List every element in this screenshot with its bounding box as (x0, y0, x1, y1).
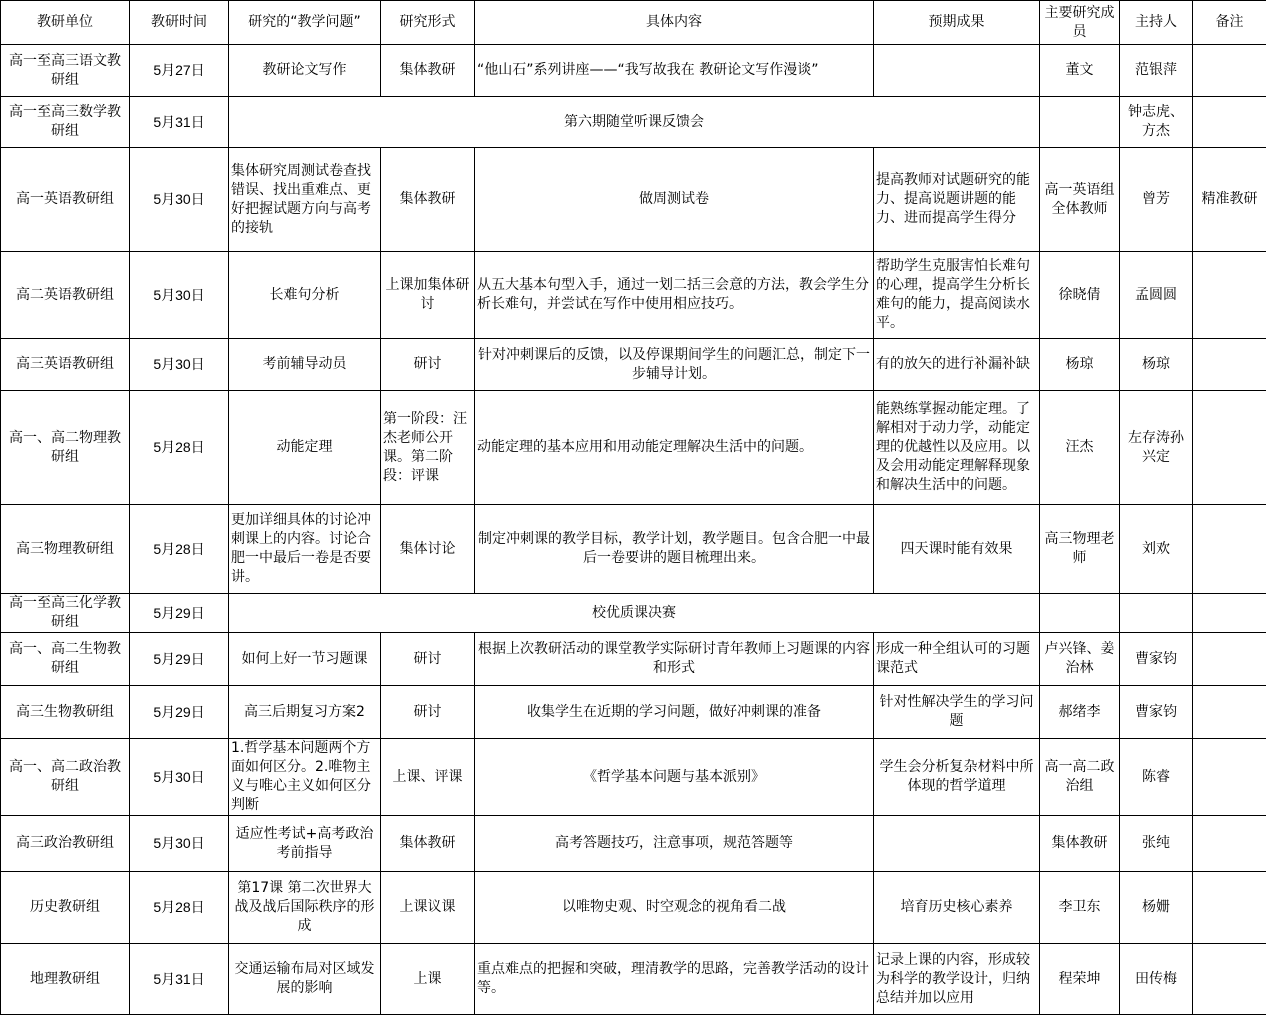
cell-problem: 集体研究周测试卷查找错误、找出重难点、更好把握试题方向与高考的接轨 (229, 148, 381, 252)
header-unit: 教研单位 (1, 1, 130, 45)
cell-form: 上课 (381, 944, 475, 1015)
cell-note (1193, 872, 1266, 944)
cell-members: 卢兴锋、姜治林 (1040, 633, 1120, 686)
cell-unit: 高一英语教研组 (1, 148, 130, 252)
cell-content: 制定冲刺课的教学目标，教学计划，教学题目。包含合肥一中最后一卷要讲的题目梳理出来。 (475, 505, 874, 594)
cell-form: 集体教研 (381, 816, 475, 872)
header-members: 主要研究成员 (1040, 1, 1120, 45)
cell-members: 高三物理老师 (1040, 505, 1120, 594)
cell-unit: 高一至高三化学教研组 (1, 594, 130, 633)
table-row (1, 872, 1266, 944)
cell-time: 5月29日 (130, 686, 229, 739)
header-note: 备注 (1193, 1, 1266, 45)
cell-time: 5月30日 (130, 816, 229, 872)
cell-time: 5月29日 (130, 594, 229, 633)
cell-unit: 地理教研组 (1, 944, 130, 1015)
table-row (1, 391, 1266, 505)
cell-outcome: 培育历史核心素养 (874, 872, 1040, 944)
cell-unit: 高三生物教研组 (1, 686, 130, 739)
cell-time: 5月28日 (130, 391, 229, 505)
cell-unit: 高一至高三语文教研组 (1, 45, 130, 97)
cell-host: 曹家钧 (1120, 633, 1193, 686)
header-outcome: 预期成果 (874, 1, 1040, 45)
cell-problem: 教研论文写作 (229, 45, 381, 97)
cell-content: 高考答题技巧，注意事项，规范答题等 (475, 816, 874, 872)
cell-content: 重点难点的把握和突破，理清教学的思路，完善教学活动的设计等。 (475, 944, 874, 1015)
table-row (1, 97, 1266, 148)
cell-outcome: 四天课时能有效果 (874, 505, 1040, 594)
cell-members: 高一英语组全体教师 (1040, 148, 1120, 252)
cell-host: 张纯 (1120, 816, 1193, 872)
cell-unit: 历史教研组 (1, 872, 130, 944)
cell-time: 5月30日 (130, 339, 229, 391)
cell-outcome: 记录上课的内容，形成较为科学的教学设计，归纳总结并加以应用 (874, 944, 1040, 1015)
cell-problem: 1.哲学基本问题两个方面如何区分。2.唯物主义与唯心主义如何区分判断 (229, 739, 381, 816)
cell-unit: 高一至高三数学教研组 (1, 97, 130, 148)
cell-unit: 高二英语教研组 (1, 252, 130, 339)
cell-note (1193, 391, 1266, 505)
table-row (1, 633, 1266, 686)
cell-outcome (874, 45, 1040, 97)
cell-members: 徐晓倩 (1040, 252, 1120, 339)
cell-note (1193, 816, 1266, 872)
cell-problem: 考前辅导动员 (229, 339, 381, 391)
cell-form: 上课议课 (381, 872, 475, 944)
cell-problem: 高三后期复习方案2 (229, 686, 381, 739)
header-form: 研究形式 (381, 1, 475, 45)
cell-note (1193, 505, 1266, 594)
cell-form: 集体讨论 (381, 505, 475, 594)
cell-members: 程荣坤 (1040, 944, 1120, 1015)
table-row (1, 505, 1266, 594)
cell-host: 刘欢 (1120, 505, 1193, 594)
cell-note (1193, 339, 1266, 391)
table-row (1, 944, 1266, 1015)
cell-time: 5月27日 (130, 45, 229, 97)
table-row (1, 686, 1266, 739)
cell-content: 从五大基本句型入手，通过一划二括三会意的方法，教会学生分析长难句，并尝试在写作中使用相应技巧。 (475, 252, 874, 339)
cell-content: 根据上次教研活动的课堂教学实际研讨青年教师上习题课的内容和形式 (475, 633, 874, 686)
cell-problem: 动能定理 (229, 391, 381, 505)
cell-time: 5月30日 (130, 148, 229, 252)
cell-form: 上课、评课 (381, 739, 475, 816)
cell-unit: 高一、高二政治教研组 (1, 739, 130, 816)
cell-host: 左存涛孙兴定 (1120, 391, 1193, 505)
header-host: 主持人 (1120, 1, 1193, 45)
cell-content: “他山石”系列讲座——“我写故我在 教研论文写作漫谈” (475, 45, 874, 97)
header-time: 教研时间 (130, 1, 229, 45)
cell-host: 田传梅 (1120, 944, 1193, 1015)
cell-unit: 高三英语教研组 (1, 339, 130, 391)
cell-note: 精准教研 (1193, 148, 1266, 252)
cell-host: 杨琼 (1120, 339, 1193, 391)
cell-time: 5月31日 (130, 944, 229, 1015)
cell-merged-content: 校优质课决赛 (229, 594, 1040, 633)
cell-members: 李卫东 (1040, 872, 1120, 944)
cell-note (1193, 45, 1266, 97)
cell-content: 以唯物史观、时空观念的视角看二战 (475, 872, 874, 944)
cell-host: 曾芳 (1120, 148, 1193, 252)
cell-merged-content: 第六期随堂听课反馈会 (229, 97, 1040, 148)
cell-note (1193, 944, 1266, 1015)
cell-members: 郝绪李 (1040, 686, 1120, 739)
table-header-row (1, 1, 1266, 45)
cell-host: 范银萍 (1120, 45, 1193, 97)
cell-members: 集体教研 (1040, 816, 1120, 872)
table-row (1, 148, 1266, 252)
cell-outcome: 针对性解决学生的学习问题 (874, 686, 1040, 739)
cell-problem: 适应性考试+高考政治考前指导 (229, 816, 381, 872)
cell-form: 上课加集体研讨 (381, 252, 475, 339)
cell-host (1120, 594, 1193, 633)
cell-unit: 高三物理教研组 (1, 505, 130, 594)
cell-problem: 如何上好一节习题课 (229, 633, 381, 686)
cell-form: 第一阶段：汪杰老师公开课。第二阶段：评课 (381, 391, 475, 505)
cell-note (1193, 252, 1266, 339)
cell-time: 5月30日 (130, 252, 229, 339)
cell-outcome: 能熟练掌握动能定理。了解相对于动力学，动能定理的优越性以及应用。以及会用动能定理解释现象和解决生活中的问题。 (874, 391, 1040, 505)
cell-outcome: 提高教师对试题研究的能力、提高说题讲题的能力、进而提高学生得分 (874, 148, 1040, 252)
cell-unit: 高一、高二生物教研组 (1, 633, 130, 686)
cell-note (1193, 686, 1266, 739)
cell-outcome: 形成一种全组认可的习题课范式 (874, 633, 1040, 686)
cell-time: 5月29日 (130, 633, 229, 686)
cell-content: 收集学生在近期的学习问题，做好冲刺课的准备 (475, 686, 874, 739)
cell-form: 集体教研 (381, 148, 475, 252)
cell-problem: 更加详细具体的讨论冲刺课上的内容。讨论合肥一中最后一卷是否要讲。 (229, 505, 381, 594)
cell-members: 汪杰 (1040, 391, 1120, 505)
cell-host: 曹家钧 (1120, 686, 1193, 739)
table-row (1, 45, 1266, 97)
cell-time: 5月31日 (130, 97, 229, 148)
cell-members: 杨琼 (1040, 339, 1120, 391)
cell-content: 《哲学基本问题与基本派别》 (475, 739, 874, 816)
cell-members (1040, 97, 1120, 148)
cell-host: 孟圆圆 (1120, 252, 1193, 339)
cell-problem: 交通运输布局对区域发展的影响 (229, 944, 381, 1015)
cell-problem: 第17课 第二次世界大战及战后国际秩序的形成 (229, 872, 381, 944)
cell-outcome (874, 816, 1040, 872)
table-row (1, 252, 1266, 339)
cell-outcome: 帮助学生克服害怕长难句的心理，提高学生分析长难句的能力，提高阅读水平。 (874, 252, 1040, 339)
table-row (1, 816, 1266, 872)
cell-form: 研讨 (381, 339, 475, 391)
cell-content: 针对冲刺课后的反馈，以及停课期间学生的问题汇总，制定下一步辅导计划。 (475, 339, 874, 391)
cell-unit: 高三政治教研组 (1, 816, 130, 872)
cell-note (1193, 739, 1266, 816)
table-row (1, 739, 1266, 816)
cell-form: 集体教研 (381, 45, 475, 97)
header-problem: 研究的“教学问题” (229, 1, 381, 45)
cell-members: 高一高二政治组 (1040, 739, 1120, 816)
cell-host: 钟志虎、方杰 (1120, 97, 1193, 148)
cell-time: 5月28日 (130, 505, 229, 594)
header-content: 具体内容 (475, 1, 874, 45)
cell-unit: 高一、高二物理教研组 (1, 391, 130, 505)
cell-form: 研讨 (381, 633, 475, 686)
cell-form: 研讨 (381, 686, 475, 739)
cell-content: 动能定理的基本应用和用动能定理解决生活中的问题。 (475, 391, 874, 505)
cell-outcome: 学生会分析复杂材料中所体现的哲学道理 (874, 739, 1040, 816)
cell-note (1193, 594, 1266, 633)
cell-members (1040, 594, 1120, 633)
cell-note (1193, 97, 1266, 148)
cell-time: 5月28日 (130, 872, 229, 944)
cell-time: 5月30日 (130, 739, 229, 816)
cell-note (1193, 633, 1266, 686)
table-row (1, 339, 1266, 391)
cell-host: 杨姗 (1120, 872, 1193, 944)
cell-problem: 长难句分析 (229, 252, 381, 339)
cell-members: 董文 (1040, 45, 1120, 97)
cell-content: 做周测试卷 (475, 148, 874, 252)
table-row (1, 594, 1266, 633)
cell-host: 陈睿 (1120, 739, 1193, 816)
cell-outcome: 有的放矢的进行补漏补缺 (874, 339, 1040, 391)
